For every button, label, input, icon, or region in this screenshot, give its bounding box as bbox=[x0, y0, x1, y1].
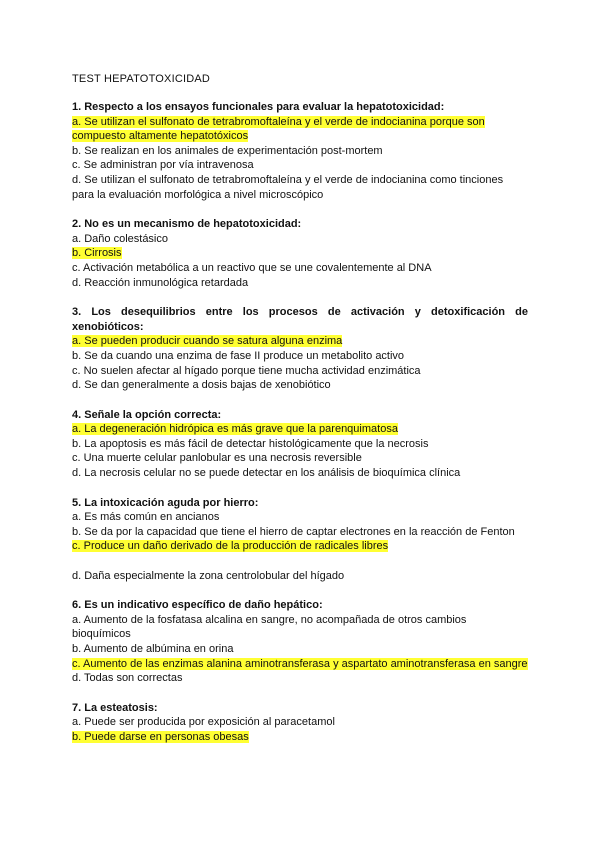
blank-line bbox=[72, 554, 528, 569]
document-title: TEST HEPATOTOXICIDAD bbox=[72, 73, 211, 85]
document-content bbox=[72, 72, 528, 760]
option-b bbox=[72, 730, 528, 745]
question-stem: 3. Los desequilibrios entre los procesos de activación y detoxificación de xenobióticos: bbox=[72, 306, 528, 333]
option-d: d. Reacción inmunológica retardada bbox=[72, 276, 249, 289]
option-b: b. Se realizan en los animales de experimentación post-mortem bbox=[72, 144, 383, 157]
option-list bbox=[72, 510, 528, 583]
option-b bbox=[72, 246, 528, 261]
option-text-highlighted: c. Aumento de las enzimas alanina aminotransferasa y aspartato aminotransferasa en sangre bbox=[72, 657, 528, 670]
option-d: d. Daña especialmente la zona centrolobular del hígado bbox=[72, 569, 345, 582]
option-list bbox=[72, 334, 528, 392]
option-c: c. Se administran por vía intravenosa bbox=[72, 159, 254, 172]
option-b: b. Aumento de albúmina en orina bbox=[72, 643, 234, 655]
option-c bbox=[72, 657, 528, 672]
question-stem: 6. Es un indicativo específico de daño hepático: bbox=[72, 599, 323, 612]
option-text-highlighted: c. Produce un daño derivado de la producción de radicales libres bbox=[72, 540, 389, 553]
option-b: b. Se da cuando una enzima de fase II produce un metabolito activo bbox=[72, 349, 405, 362]
option-c: c. Una muerte celular panlobular es una necrosis reversible bbox=[72, 452, 362, 465]
option-list bbox=[72, 715, 528, 744]
option-a bbox=[72, 334, 528, 349]
option-list bbox=[72, 232, 528, 290]
option-d: d. Todas son correctas bbox=[72, 672, 183, 685]
question-stem: 1. Respecto a los ensayos funcionales para evaluar la hepatotoxicidad: bbox=[72, 101, 445, 113]
option-c bbox=[72, 539, 528, 554]
question-stem: 7. La esteatosis: bbox=[72, 701, 158, 714]
question-6 bbox=[72, 598, 528, 686]
option-d: d. Se dan generalmente a dosis bajas de xenobiótico bbox=[72, 379, 331, 392]
question-2 bbox=[72, 217, 528, 290]
option-list bbox=[72, 115, 528, 203]
question-3 bbox=[72, 305, 528, 393]
option-b: b. Se da por la capacidad que tiene el hierro de captar electrones en la reacción de Fenton bbox=[72, 525, 515, 538]
option-a: a. Puede ser producida por exposición al paracetamol bbox=[72, 716, 335, 729]
option-list bbox=[72, 422, 528, 480]
option-text-highlighted: a. Se utilizan el sulfonato de tetrabromoftaleína y el verde de indocianina porque son compuesto altamente hepatotóxicos bbox=[72, 115, 485, 143]
option-list bbox=[72, 613, 528, 686]
question-7 bbox=[72, 701, 528, 745]
option-d: d. La necrosis celular no se puede detectar en los análisis de bioquímica clínica bbox=[72, 467, 461, 480]
option-text-highlighted: b. Cirrosis bbox=[72, 247, 122, 260]
question-stem: 2. No es un mecanismo de hepatotoxicidad: bbox=[72, 218, 302, 231]
option-a bbox=[72, 115, 528, 144]
question-4 bbox=[72, 408, 528, 481]
option-c: c. No suelen afectar al hígado porque tiene mucha actividad enzimática bbox=[72, 364, 421, 377]
option-a bbox=[72, 422, 528, 437]
option-a: a. Aumento de la fosfatasa alcalina en sangre, no acompañada de otros cambios bioquímicos bbox=[72, 613, 467, 641]
question-1 bbox=[72, 100, 528, 202]
question-stem: 5. La intoxicación aguda por hierro: bbox=[72, 496, 259, 509]
option-a: a. Daño colestásico bbox=[72, 232, 168, 245]
question-stem: 4. Señale la opción correcta: bbox=[72, 408, 222, 421]
option-d: d. Se utilizan el sulfonato de tetrabromoftaleína y el verde de indocianina como tinciones para la evaluación morfológica a nivel microscópico bbox=[72, 173, 504, 201]
option-b: b. La apoptosis es más fácil de detectar histológicamente que la necrosis bbox=[72, 437, 429, 450]
option-text-highlighted: a. La degeneración hidrópica es más grave que la parenquimatosa bbox=[72, 423, 398, 436]
option-c: c. Activación metabólica a un reactivo que se une covalentemente al DNA bbox=[72, 261, 432, 274]
option-text-highlighted: b. Puede darse en personas obesas bbox=[72, 730, 249, 743]
option-text-highlighted: a. Se pueden producir cuando se satura alguna enzima bbox=[72, 335, 343, 348]
option-a: a. Es más común en ancianos bbox=[72, 511, 220, 524]
question-5 bbox=[72, 496, 528, 584]
